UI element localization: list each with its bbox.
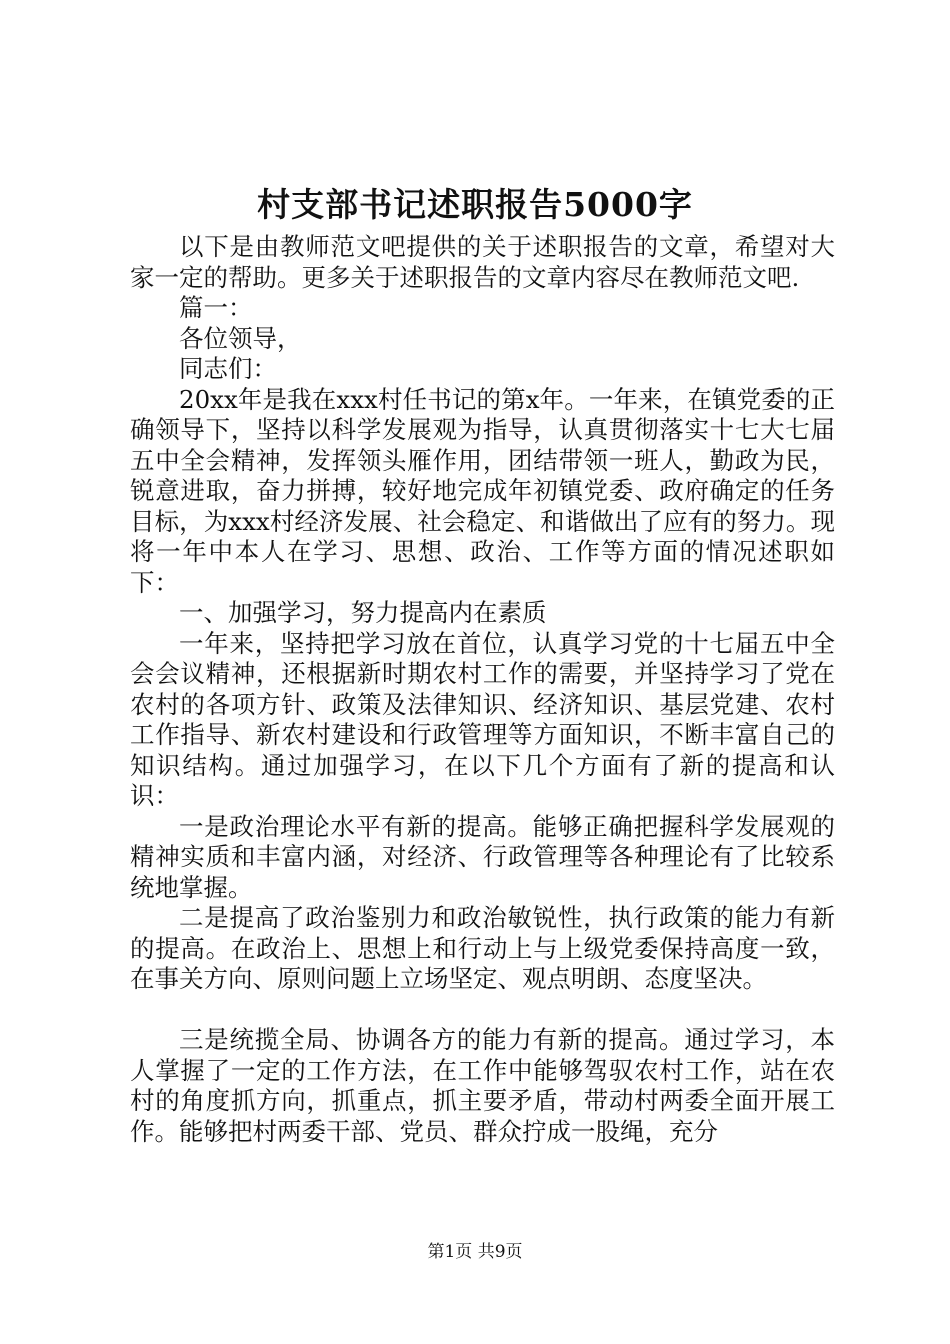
paragraph-overview: 20xx年是我在xxx村任书记的第x年。一年来，在镇党委的正确领导下，坚持以科学发展观为指导，认真贯彻落实十七大七届五中全会精神，发挥领头雁作用，团结带领一班人，勤政为民，锐意进取，奋力拼搏，较好地完成年初镇党委、政府确定的任务目标，为xxx村经济发展、社会稳定、和谐做出了应有的努力。现将一年中本人在学习、思想、政治、工作等方面的情况述职如下： [130,384,835,597]
document-body [130,232,835,1147]
document-title: 村支部书记述职报告5000字 [257,185,693,224]
paragraph-study: 一年来，坚持把学习放在首位，认真学习党的十七届五中全会会议精神，还根据新时期农村工作的需要，并坚持学习了党在农村的各项方针、政策及法律知识、经济知识、基层党建、农村工作指导、新农村建设和行政管理等方面知识，不断丰富自己的知识结构。通过加强学习，在以下几个方面有了新的提高和认识： [130,628,835,810]
paragraph-salutation-comrades: 同志们： [179,354,277,383]
paragraph-point-3: 三是统揽全局、协调各方的能力有新的提高。通过学习，本人掌握了一定的工作方法，在工作中能够驾驭农村工作，站在农村的角度抓方向，抓重点，抓主要矛盾，带动村两委全面开展工作。能够把村两委干部、党员、群众拧成一股绳，充分 [130,1025,835,1146]
paragraph-point-1: 一是政治理论水平有新的提高。能够正确把握科学发展观的精神实质和丰富内涵，对经济、行政管理等各种理论有了比较系统地掌握。 [130,811,835,902]
paragraph-section-label: 篇一： [179,293,253,322]
paragraph-heading-1: 一、加强学习，努力提高内在素质 [179,598,547,627]
page-footer: 第1页 共9页 [427,1242,523,1262]
paragraph-intro: 以下是由教师范文吧提供的关于述职报告的文章，希望对大家一定的帮助。更多关于述职报告的文章内容尽在教师范文吧. [130,232,835,292]
paragraph-salutation-leaders: 各位领导， [179,323,302,353]
paragraph-point-2: 二是提高了政治鉴别力和政治敏锐性，执行政策的能力有新的提高。在政治上、思想上和行动上与上级党委保持高度一致，在事关方向、原则问题上立场坚定、观点明朗、态度坚决。 [130,903,835,993]
